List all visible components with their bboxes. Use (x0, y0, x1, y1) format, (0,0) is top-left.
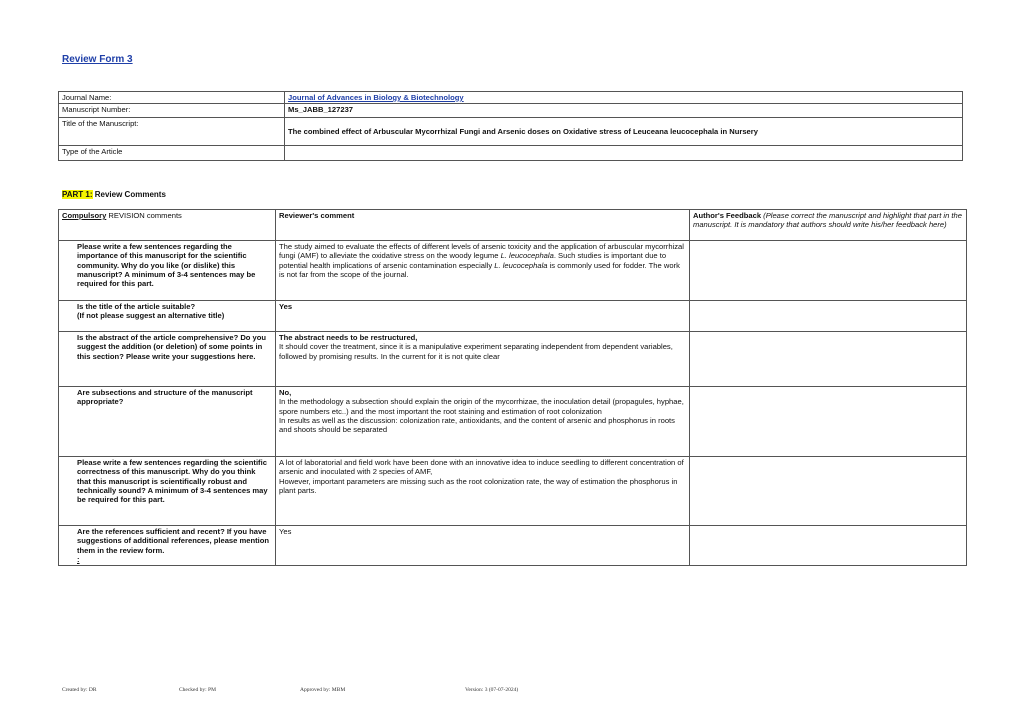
reviewer-comment-references: Yes (276, 526, 690, 566)
author-feedback-cell[interactable] (690, 526, 967, 566)
comment-italic: L. leucocephala (494, 260, 548, 270)
question-text: Are the references sufficient and recent? If you have suggestions of additional references, please mention them in the review form. (77, 527, 269, 555)
manuscript-number: Ms_JABB_127237 (285, 104, 963, 118)
comment-text: However, important parameters are missing such as the root colonization rate, the way of estimation the phosphorus in plant parts. (279, 476, 678, 495)
manuscript-number-label: Manuscript Number: (59, 104, 285, 118)
journal-name-link[interactable]: Journal of Advances in Biology & Biotechnology (288, 93, 464, 102)
question-abstract: Is the abstract of the article comprehensive? Do you suggest the addition (or deletion) of some points in this section? Please write your suggestions here. (59, 332, 276, 387)
author-feedback-cell[interactable] (690, 332, 967, 387)
author-feedback-cell[interactable] (690, 457, 967, 526)
table-row (59, 387, 967, 457)
review-comments-table (58, 209, 967, 566)
footer-version: Version: 3 (07-07-2024) (465, 687, 519, 693)
part1-highlight: PART 1: (62, 190, 93, 199)
table-row (59, 332, 967, 387)
header-compulsory: Compulsory (62, 211, 107, 220)
journal-name-label: Journal Name: (59, 92, 285, 104)
form-title: Review Form 3 (62, 54, 133, 65)
comment-text: A lot of laboratorial and field work have been done with an innovative idea to induce seedling to different concentration of arsenic and inoculated with 2 species of AMF, (279, 458, 684, 477)
reviewer-comment-abstract (276, 332, 690, 387)
reviewer-comment-correctness (276, 457, 690, 526)
comment-text: is commonly used for fodder. The work is not far from the scope of the journal. (279, 260, 680, 279)
manuscript-title-label: Title of the Manuscript: (59, 118, 285, 146)
question-title: Is the title of the article suitable? (If not please suggest an alternative title) (59, 301, 276, 332)
author-feedback-cell[interactable] (690, 241, 967, 301)
comment-italic: L. leucocephala (500, 251, 554, 261)
comment-text: The study aimed to evaluate the effects of different levels of arsenic toxicity and the application of arbuscular mycorrhizal fungi (AMF) to alleviate the oxidative stress on the woody legume (279, 242, 684, 261)
table-header-row (59, 210, 967, 241)
reviewer-comment-title: Yes (276, 301, 690, 332)
header-author-feedback-note: (Please correct the manuscript and highlight that part in the manuscript. It is mandatory that authors should write his/her feedback here) (693, 211, 962, 230)
footer-created-by: Created by: DR (62, 687, 97, 693)
reviewer-comment-importance (276, 241, 690, 301)
question-correctness: Please write a few sentences regarding the scientific correctness of this manuscript. Why do you think that this manuscript is scientifically robust and technically sound? A minimum of 3-4 sentences may be required for this part. (59, 457, 276, 526)
question-structure: Are subsections and structure of the manuscript appropriate? (59, 387, 276, 457)
table-row (59, 457, 967, 526)
question-tail: : (77, 554, 80, 564)
comment-bold: The abstract needs to be restructured, (279, 333, 418, 342)
part1-heading (62, 190, 166, 199)
comment-bold: No, (279, 388, 292, 397)
header-author-feedback-label: Author's Feedback (693, 211, 762, 220)
footer-checked-by: Checked by: PM (179, 687, 216, 693)
part1-label: Review Comments (92, 190, 166, 199)
article-type-label: Type of the Article (59, 146, 285, 161)
author-feedback-cell[interactable] (690, 387, 967, 457)
manuscript-title: The combined effect of Arbuscular Mycorrhizal Fungi and Arsenic doses on Oxidative stress of Leuceana leucocephala in Nursery (285, 118, 963, 146)
table-row (59, 526, 967, 566)
header-reviewer-comment: Reviewer's comment (276, 210, 690, 241)
comment-text: It should cover the treatment, since it is a manipulative experiment separating independent from dependent variables, followed by promising results. In the current for it is not quite clear (279, 342, 673, 361)
manuscript-info-table (58, 91, 963, 161)
header-revision: REVISION comments (106, 211, 182, 220)
comment-text: . Such studies is important due to potential health implications of arsenic contamination especially (279, 251, 667, 270)
table-row (59, 301, 967, 332)
question-references (59, 526, 276, 566)
footer-approved-by: Approved by: MBM (300, 687, 346, 693)
question-importance: Please write a few sentences regarding the importance of this manuscript for the scientific community. Why do you like (or dislike) this manuscript? A minimum of 3-4 sentences may be required for this part. (59, 241, 276, 301)
article-type-value[interactable] (285, 146, 963, 161)
comment-text: In the methodology a subsection should explain the origin of the mycorrhizae, the inoculation detail (propagules, hyphae, spore numbers etc..) and the most important the root staining and estimation of root colonization (279, 397, 684, 416)
header-revision-comments (59, 210, 276, 241)
comment-text: In results as well as the discussion: colonization rate, antioxidants, and the content of arsenic and phosphorus in roots and shoots should be separated (279, 415, 675, 435)
header-author-feedback (690, 210, 967, 241)
table-row (59, 241, 967, 301)
author-feedback-cell[interactable] (690, 301, 967, 332)
reviewer-comment-structure (276, 387, 690, 457)
